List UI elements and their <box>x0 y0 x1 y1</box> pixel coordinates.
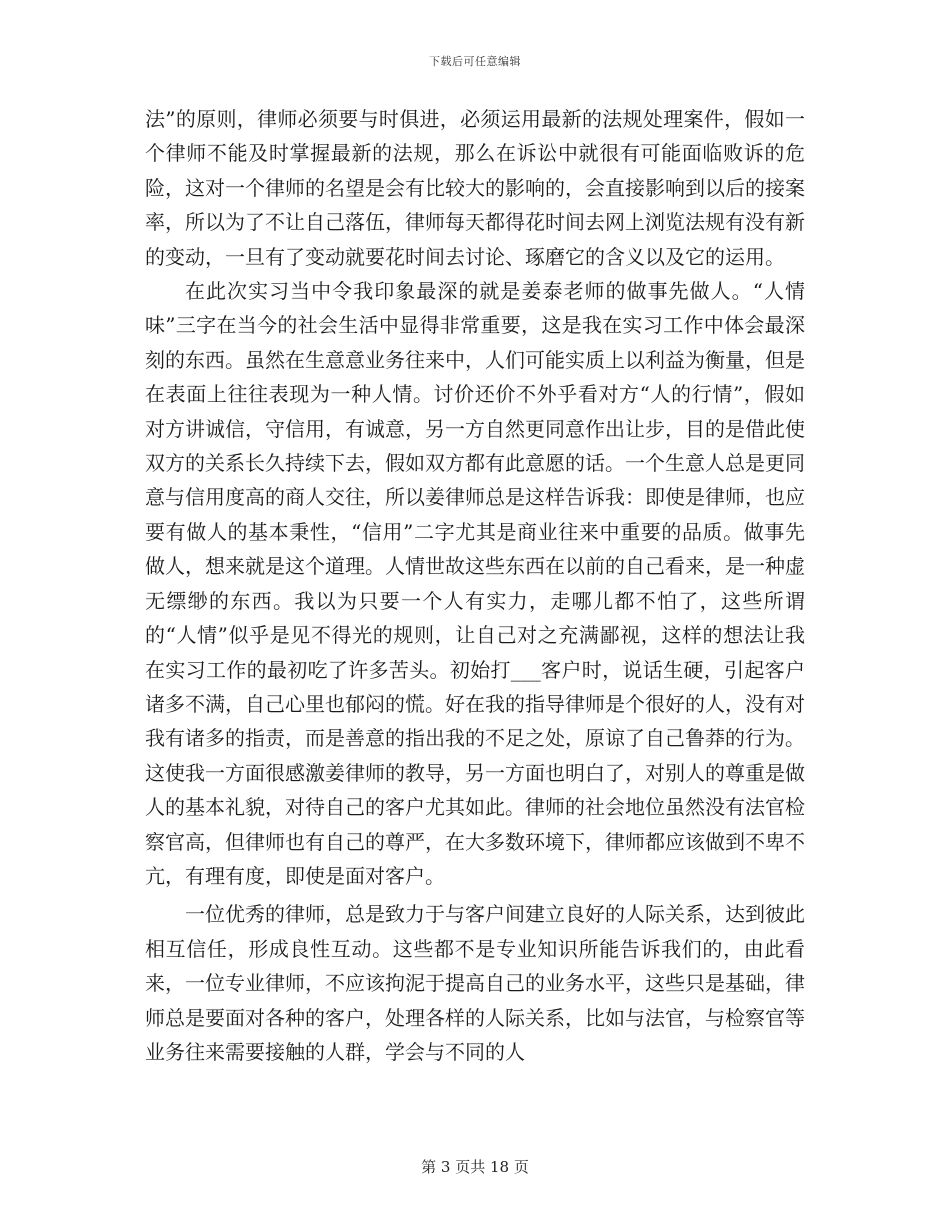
page-header: 下载后可任意编辑 <box>429 55 521 68</box>
page-number: 第 3 页共 18 页 <box>421 1158 529 1176</box>
document-body <box>145 102 805 1069</box>
paragraph-client-relations: 一位优秀的律师，总是致力于与客户间建立良好的人际关系，达到彼此相互信任，形成良性互动。这些都不是专业知识所能告诉我们的，由此看来，一位专业律师，不应该拘泥于提高自己的业务水平，这些只是基础，律师总是要面对各种的客户，处理各样的人际关系，比如与法官，与检察官等业务往来需要接触的人群，学会与不同的人 <box>145 902 805 1064</box>
paragraph-continuation: 法”的原则，律师必须要与时俱进，必须运用最新的法规处理案件，假如一个律师不能及时掌握最新的法规，那么在诉讼中就很有可能面临败诉的危险，这对一个律师的名望是会有比较大的影响的，会直接影响到以后的接案率，所以为了不让自己落伍，律师每天都得花时间去网上浏览法规有没有新的变动，一旦有了变动就要花时间去讨论、琢磨它的含义以及它的运用。 <box>145 107 805 269</box>
paragraph-internship-impression: 在此次实习当中令我印象最深的就是姜泰老师的做事先做人。“人情味”三字在当今的社会生活中显得非常重要，这是我在实习工作中体会最深刻的东西。虽然在生意意业务往来中，人们可能实质上以利益为衡量，但是在表面上往往表现为一种人情。讨价还价不外乎看对方“人的行情”，假如对方讲诚信，守信用，有诚意，另一方自然更同意作出让步，目的是借此使双方的关系长久持续下去，假如双方都有此意愿的话。一个生意人总是更同意与信用度高的商人交往，所以姜律师总是这样告诉我：即使是律师，也应要有做人的基本秉性，“信用”二字尤其是商业往来中重要的品质。做事先做人，想来就是这个道理。人情世故这些东西在以前的自己看来，是一种虚无缥缈的东西。我以为只要一个人有实力，走哪儿都不怕了，这些所谓的“人情”似乎是见不得光的规则，让自己对之充满鄙视，这样的想法让我在实习工作的最初吃了许多苦头。初始打___客户时，说话生硬，引起客户诸多不满，自己心里也郁闷的慌。好在我的指导律师是个很好的人，没有对我有诸多的指责，而是善意的指出我的不足之处，原谅了自己鲁莽的行为。这使我一方面很感激姜律师的教导，另一方面也明白了，对别人的尊重是做人的基本礼貌，对待自己的客户尤其如此。律师的社会地位虽然没有法官检察官高，但律师也有自己的尊严，在大多数环境下，律师都应该做到不卑不亢，有理有度，即使是面对客户。 <box>145 279 805 888</box>
